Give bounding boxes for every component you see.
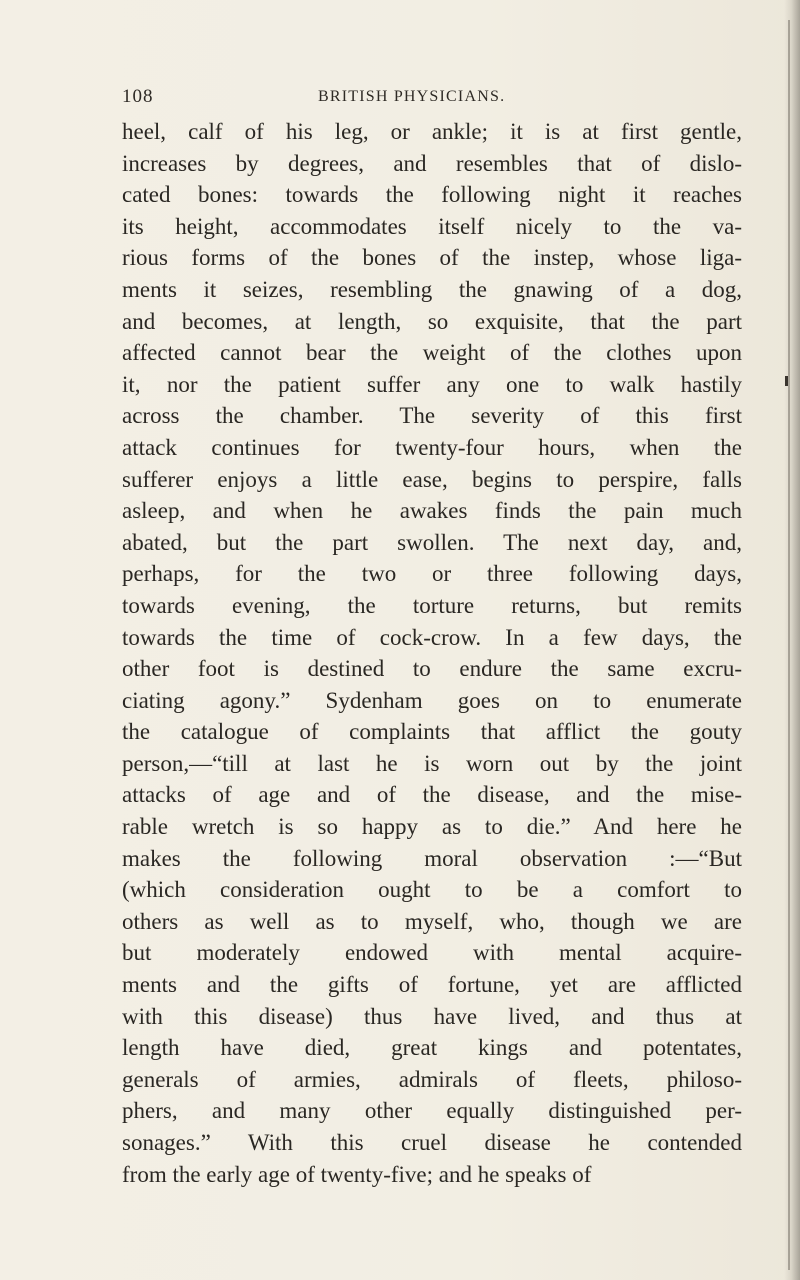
text-line: cated bones: towards the following night it reaches <box>122 182 742 208</box>
running-head <box>122 86 682 116</box>
text-line: across the chamber. The severity of this first <box>122 403 742 429</box>
text-line: attack continues for twenty-four hours, when the <box>122 434 742 460</box>
text-line: attacks of age and of the disease, and the mise- <box>122 782 742 808</box>
text-line: generals of armies, admirals of fleets, philoso- <box>122 1066 742 1092</box>
text-line: asleep, and when he awakes finds the pain much <box>122 498 742 524</box>
page-edge-rule <box>788 20 790 1270</box>
text-line: it, nor the patient suffer any one to walk hastily <box>122 371 742 397</box>
text-line: towards evening, the torture returns, but remits <box>122 592 742 618</box>
text-line: sonages.” With this cruel disease he contended <box>122 1130 742 1155</box>
running-title: BRITISH PHYSICIANS. <box>318 88 506 105</box>
text-line: towards the time of cock-crow. In a few days, the <box>122 624 742 650</box>
text-line: from the early age of twenty-five; and he speaks of <box>122 1161 592 1187</box>
text-line: abated, but the part swollen. The next day, and, <box>122 529 742 555</box>
page-number: 108 <box>122 86 154 107</box>
text-line: rable wretch is so happy as to die.” And here he <box>122 814 742 840</box>
text-line: ments and the gifts of fortune, yet are afflicted <box>122 972 742 998</box>
text-line: (which consideration ought to be a comfort to <box>122 877 742 903</box>
text-line: increases by degrees, and resembles that of dislo- <box>122 150 742 176</box>
ink-mark <box>785 376 788 386</box>
text-line: and becomes, at length, so exquisite, that the part <box>122 308 742 334</box>
text-line: ments it seizes, resembling the gnawing of a dog, <box>122 276 742 302</box>
text-line: affected cannot bear the weight of the clothes upon <box>122 340 742 366</box>
text-line: phers, and many other equally distinguished per- <box>122 1098 742 1124</box>
text-line: perhaps, for the two or three following days, <box>122 561 742 587</box>
text-line: ciating agony.” Sydenham goes on to enumerate <box>122 687 742 713</box>
text-line: rious forms of the bones of the instep, whose liga- <box>122 245 742 271</box>
text-line: others as well as to myself, who, though we are <box>122 908 742 934</box>
page-edge-shadow <box>784 0 800 1280</box>
text-line: sufferer enjoys a little ease, begins to perspire, falls <box>122 466 742 492</box>
text-line: its height, accommodates itself nicely to the va- <box>122 213 742 239</box>
text-line: heel, calf of his leg, or ankle; it is at first gentle, <box>122 119 742 144</box>
text-line: other foot is destined to endure the same excru- <box>122 656 742 682</box>
text-line: with this disease) thus have lived, and thus at <box>122 1003 742 1029</box>
body-text <box>122 116 742 1190</box>
text-line: but moderately endowed with mental acquire- <box>122 940 742 966</box>
text-line: makes the following moral observation :—“But <box>122 845 742 871</box>
text-line: person,—“till at last he is worn out by the joint <box>122 750 742 776</box>
text-line: length have died, great kings and potentates, <box>122 1035 742 1061</box>
text-line: the catalogue of complaints that afflict the gouty <box>122 719 742 745</box>
